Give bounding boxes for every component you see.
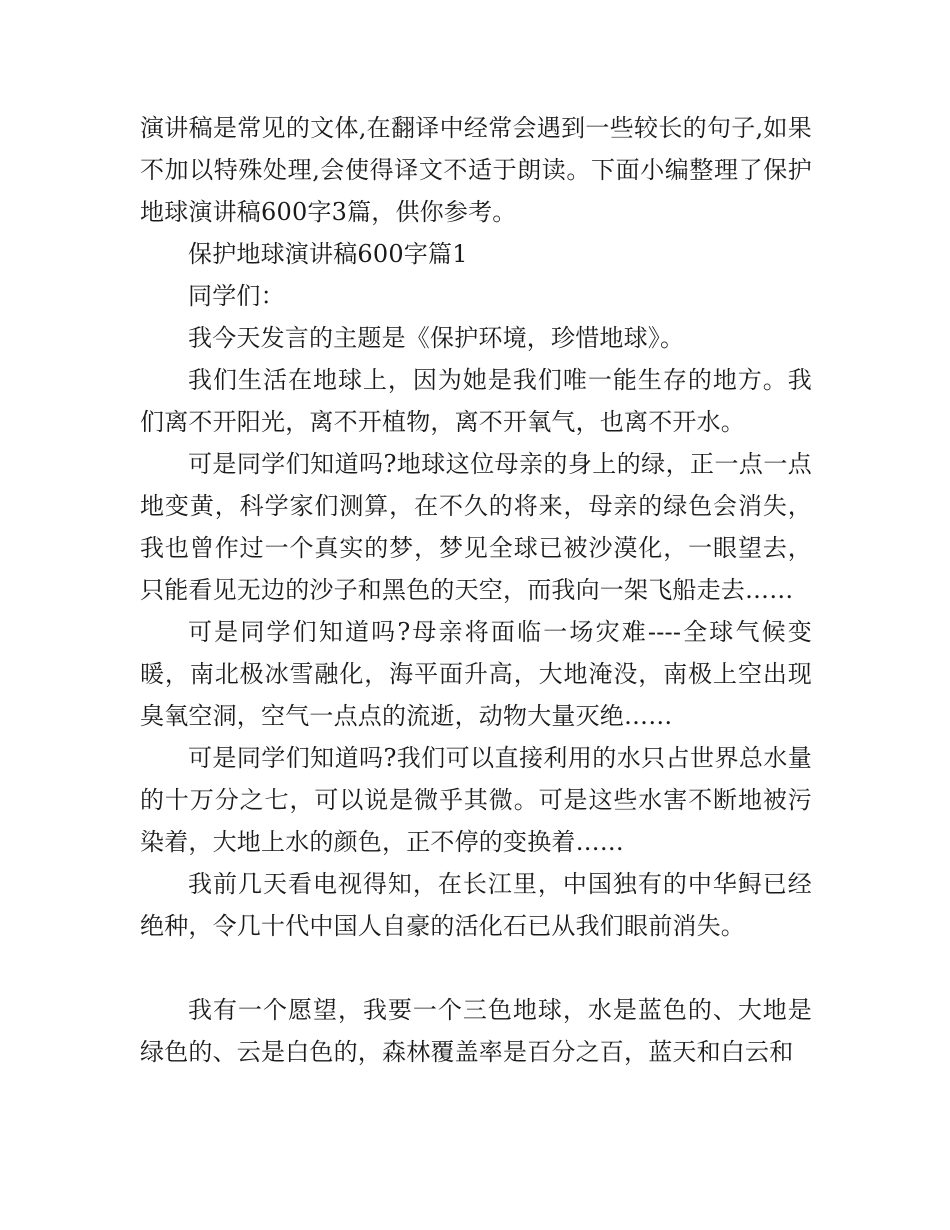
section-heading: 保护地球演讲稿600字篇1 <box>188 240 468 268</box>
body-paragraph: 可是同学们知道吗?我们可以直接利用的水只占世界总水量的十万分之七，可以说是微乎其微。可是这些水害不断地被污染着，大地上水的颜色，正不停的变换着…… <box>140 744 812 856</box>
body-paragraph: 可是同学们知道吗?母亲将面临一场灾难----全球气候变暖，南北极冰雪融化，海平面升高，大地淹没，南极上空出现臭氧空洞，空气一点点的流逝，动物大量灭绝…… <box>140 618 812 730</box>
body-paragraph: 我前几天看电视得知，在长江里，中国独有的中华鲟已经绝种，令几十代中国人自豪的活化石已从我们眼前消失。 <box>140 870 812 940</box>
body-paragraph: 我今天发言的主题是《保护环境，珍惜地球》。 <box>188 324 685 352</box>
salutation: 同学们： <box>188 282 285 310</box>
body-paragraph: 我们生活在地球上，因为她是我们唯一能生存的地方。我们离不开阳光，离不开植物，离不开氧气，也离不开水。 <box>140 366 812 436</box>
intro-paragraph: 演讲稿是常见的文体,在翻译中经常会遇到一些较长的句子,如果不加以特殊处理,会使得译文不适于朗读。下面小编整理了保护地球演讲稿600字3篇，供你参考。 <box>140 114 812 226</box>
body-paragraph: 我有一个愿望，我要一个三色地球，水是蓝色的、大地是绿色的、云是白色的，森林覆盖率是百分之百，蓝天和白云和 <box>140 996 812 1066</box>
body-paragraph: 可是同学们知道吗?地球这位母亲的身上的绿，正一点一点地变黄，科学家们测算，在不久的将来，母亲的绿色会消失，我也曾作过一个真实的梦，梦见全球已被沙漠化，一眼望去，只能看见无边的沙子和黑色的天空，而我向一架飞船走去…… <box>140 450 812 604</box>
document-body <box>140 107 812 1073</box>
